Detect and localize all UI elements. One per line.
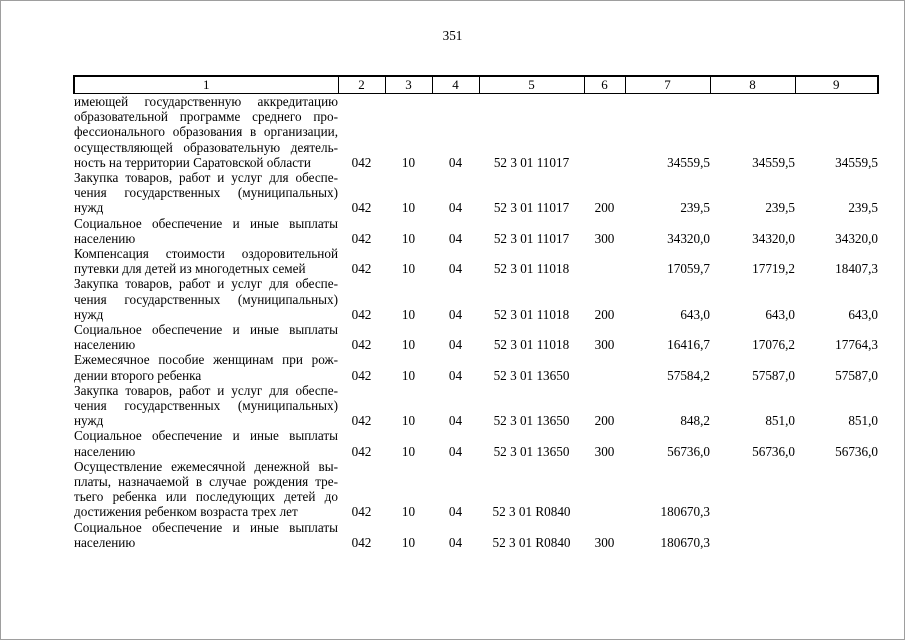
col4-cell: 04 [448,413,463,429]
col2-cell: 042 [351,534,372,550]
name-line: нужд [74,306,104,322]
col9-cell: 34320,0 [835,230,878,246]
col4-cell: 04 [448,200,463,216]
table-row [74,459,878,520]
col6-cell [584,246,625,276]
col8-cell [710,459,795,520]
col6-cell: 300 [594,534,615,550]
col5-cell: 52 3 01 R0840 [492,504,571,520]
col4-cell: 04 [448,306,463,322]
name-cell [74,520,338,550]
table-row [74,170,878,216]
col9-cell [795,520,878,550]
col9-cell: 57587,0 [835,367,878,383]
name-line: Закупка товаров, работ и услуг для обеспе- [74,382,338,398]
name-line: населению [74,230,136,246]
col5-cell: 52 3 01 11017 [493,154,570,170]
table-row [74,428,878,458]
col6-cell [584,459,625,520]
col7-cell: 17059,7 [667,261,710,277]
col2-cell: 042 [351,261,372,277]
col6-cell [584,352,625,382]
table-row [74,216,878,246]
col3-cell: 10 [401,230,416,246]
name-line: Социальное обеспечение и иные выплаты [74,322,338,338]
col8-cell: 643,0 [765,306,795,322]
table-row [74,520,878,550]
col7-cell: 34320,0 [667,230,710,246]
col8-cell: 17719,2 [752,261,795,277]
col7-cell: 180670,3 [660,534,710,550]
name-line: Закупка товаров, работ и услуг для обеспе- [74,170,338,186]
col8-cell: 17076,2 [752,337,795,353]
name-cell [74,383,338,429]
column-header-8: 8 [710,76,795,94]
col8-cell: 34320,0 [752,230,795,246]
col4-cell: 04 [448,443,463,459]
table-header [74,76,878,94]
name-line: Социальное обеспечение и иные выплаты [74,215,338,231]
col6-cell: 200 [594,413,615,429]
column-header-5: 5 [479,76,584,94]
name-line: чения государственных (муниципальных) [74,398,338,414]
name-line: достижения ребенком возраста трех лет [74,504,298,520]
col5-cell: 52 3 01 11018 [493,337,570,353]
name-cell [74,322,338,352]
table-row [74,322,878,352]
name-line: населению [74,534,136,550]
name-line: населению [74,337,136,353]
col7-cell: 643,0 [680,306,710,322]
column-header-3: 3 [385,76,432,94]
col4-cell: 04 [448,261,463,277]
name-line: чения государственных (муниципальных) [74,291,338,307]
col4-cell: 04 [448,230,463,246]
col5-cell: 52 3 01 11017 [493,230,570,246]
col5-cell: 52 3 01 11018 [493,261,570,277]
col2-cell: 042 [351,367,372,383]
col2-cell: 042 [351,504,372,520]
col3-cell: 10 [401,504,416,520]
col5-cell: 52 3 01 13650 [493,413,570,429]
col3-cell: 10 [401,337,416,353]
name-line: Осуществление ежемесячной денежной вы- [74,458,338,474]
column-header-2: 2 [338,76,385,94]
name-cell [74,459,338,520]
name-line: нужд [74,413,104,429]
name-cell [74,246,338,276]
col6-cell: 200 [594,306,615,322]
column-header-4: 4 [432,76,479,94]
name-line: населению [74,443,136,459]
name-cell [74,216,338,246]
col7-cell: 56736,0 [667,443,710,459]
name-line: Закупка товаров, работ и услуг для обеспе- [74,276,338,292]
name-line: образовательной программе среднего про- [74,109,338,125]
col3-cell: 10 [401,200,416,216]
col9-cell: 17764,3 [835,337,878,353]
col5-cell: 52 3 01 13650 [493,367,570,383]
col9-cell: 239,5 [848,200,878,216]
col2-cell: 042 [351,413,372,429]
col6-cell: 300 [594,337,615,353]
name-line: фессионального образования в организации, [74,124,338,140]
col2-cell: 042 [351,337,372,353]
col5-cell: 52 3 01 11018 [493,306,570,322]
name-cell [74,276,338,322]
col5-cell: 52 3 01 11017 [493,200,570,216]
col5-cell: 52 3 01 13650 [493,443,570,459]
name-line: осуществляющей образовательную деятель- [74,139,338,155]
column-header-1: 1 [74,76,338,94]
col2-cell: 042 [351,230,372,246]
name-cell [74,94,338,171]
col7-cell: 57584,2 [667,367,710,383]
table-row [74,94,878,171]
col3-cell: 10 [401,154,416,170]
col3-cell: 10 [401,413,416,429]
column-header-9: 9 [795,76,878,94]
name-line: Компенсация стоимости оздоровительной [74,246,338,262]
col9-cell: 18407,3 [835,261,878,277]
col8-cell: 57587,0 [752,367,795,383]
name-cell [74,170,338,216]
name-cell [74,352,338,382]
col3-cell: 10 [401,367,416,383]
col9-cell: 34559,5 [835,154,878,170]
col2-cell: 042 [351,306,372,322]
name-line: нужд [74,200,104,216]
col7-cell: 180670,3 [660,504,710,520]
table-row [74,383,878,429]
col4-cell: 04 [448,337,463,353]
col2-cell: 042 [351,154,372,170]
name-cell [74,428,338,458]
table-row [74,246,878,276]
name-line: тьего ребенка или последующих детей до [74,489,338,505]
col3-cell: 10 [401,443,416,459]
col6-cell: 200 [594,200,615,216]
budget-table [73,75,879,550]
name-line: чения государственных (муниципальных) [74,185,338,201]
col8-cell: 56736,0 [752,443,795,459]
name-line: путевки для детей из многодетных семей [74,261,306,277]
col8-cell: 239,5 [765,200,795,216]
col7-cell: 848,2 [680,413,710,429]
col6-cell: 300 [594,443,615,459]
col2-cell: 042 [351,200,372,216]
col3-cell: 10 [401,534,416,550]
col4-cell: 04 [448,367,463,383]
col9-cell: 851,0 [848,413,878,429]
table-row [74,352,878,382]
col7-cell: 16416,7 [667,337,710,353]
col8-cell: 851,0 [765,413,795,429]
col4-cell: 04 [448,154,463,170]
table-row [74,276,878,322]
page-number: 351 [442,28,463,43]
name-line: Социальное обеспечение и иные выплаты [74,519,338,535]
col6-cell: 300 [594,230,615,246]
name-line: платы, назначаемой в случае рождения тре- [74,474,338,490]
table-body [74,94,878,551]
col3-cell: 10 [401,261,416,277]
name-line: Социальное обеспечение и иные выплаты [74,428,338,444]
name-line: дении второго ребенка [74,367,202,383]
col9-cell: 56736,0 [835,443,878,459]
name-line: ность на территории Саратовской области [74,154,311,170]
col9-cell [795,459,878,520]
col6-cell [584,94,625,171]
col2-cell: 042 [351,443,372,459]
column-header-7: 7 [625,76,710,94]
col4-cell: 04 [448,534,463,550]
name-line: Ежемесячное пособие женщинам при рож- [74,352,338,368]
column-header-6: 6 [584,76,625,94]
col7-cell: 239,5 [680,200,710,216]
col8-cell: 34559,5 [752,154,795,170]
col5-cell: 52 3 01 R0840 [492,534,571,550]
name-line: имеющей государственную аккредитацию [74,94,338,109]
col9-cell: 643,0 [848,306,878,322]
col8-cell [710,520,795,550]
header-row [74,76,878,94]
col7-cell: 34559,5 [667,154,710,170]
col4-cell: 04 [448,504,463,520]
col3-cell: 10 [401,306,416,322]
